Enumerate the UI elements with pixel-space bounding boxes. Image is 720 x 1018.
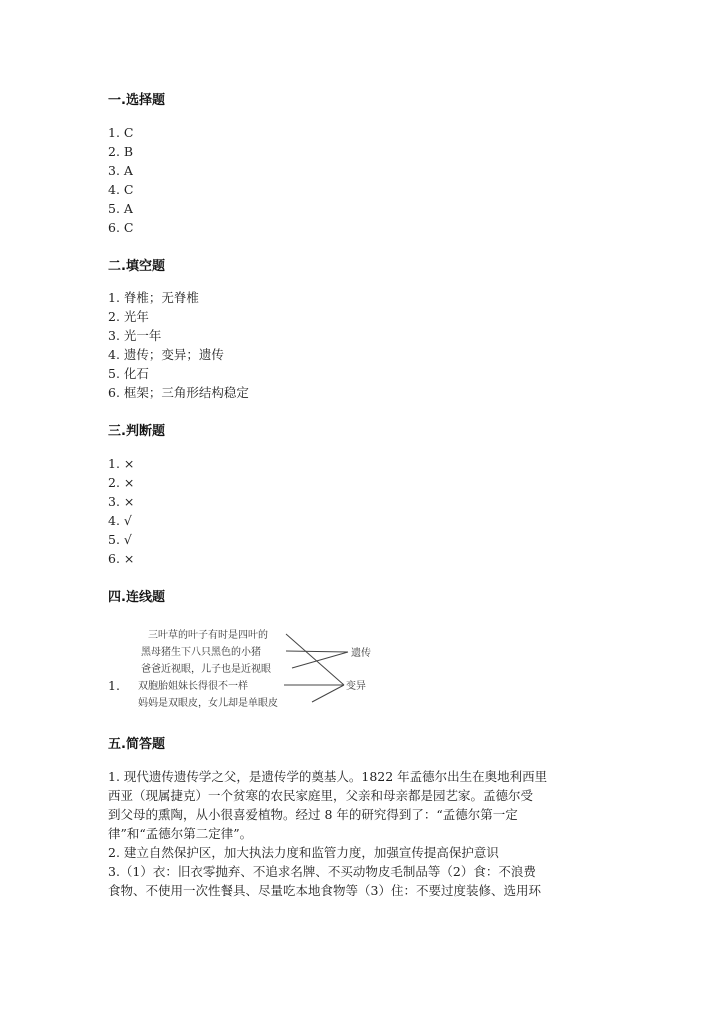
list-item: 5. A bbox=[108, 201, 133, 216]
list-item: 3. A bbox=[108, 163, 133, 178]
list-item: 6. C bbox=[108, 220, 134, 235]
connection-lines bbox=[284, 634, 348, 702]
list-item: 5. 化石 bbox=[108, 366, 149, 381]
list-item: 2. × bbox=[108, 475, 135, 490]
text-line: 2. 建立自然保护区，加大执法力度和监管力度，加强宣传提高保护意识 bbox=[108, 845, 499, 860]
choice-answers bbox=[108, 123, 133, 237]
left-item-3: 双胞胎姐妹长得很不一样 bbox=[138, 681, 248, 692]
list-item: 1. 脊椎；无脊椎 bbox=[108, 290, 199, 305]
connection-line-1 bbox=[286, 651, 348, 652]
list-item: 5. √ bbox=[108, 532, 132, 547]
connection-line-4 bbox=[312, 685, 344, 702]
text-line: 律”和“孟德尔第二定律”。 bbox=[108, 826, 253, 841]
list-item: 3. 光一年 bbox=[108, 328, 162, 343]
text-line: 食物、不使用一次性餐具、尽量吃本地食物等（3）住：不要过度装修、选用环 bbox=[108, 883, 541, 898]
list-item: 4. C bbox=[108, 182, 134, 197]
section-title-fill: 二.填空题 bbox=[108, 259, 165, 274]
list-item: 2. 光年 bbox=[108, 309, 149, 324]
matching-number: 1. bbox=[108, 678, 120, 693]
text-line: 到父母的熏陶，从小很喜爱植物。经过 8 年的研究得到了：“孟德尔第一定 bbox=[108, 807, 518, 822]
connection-line-0 bbox=[286, 634, 344, 685]
judge-answers bbox=[108, 454, 134, 568]
text-line: 1. 现代遗传遗传学之父，是遗传学的奠基人。1822 年孟德尔出生在奥地利西里 bbox=[108, 769, 548, 784]
text-line: 3.（1）衣：旧衣零抛弃、不追求名牌、不买动物皮毛制品等（2）食：不浪费 bbox=[108, 864, 536, 879]
list-item: 4. 遗传；变异；遗传 bbox=[108, 347, 224, 362]
list-item: 1. × bbox=[108, 456, 135, 471]
section-title-short: 五.简答题 bbox=[108, 737, 165, 752]
section-title-matching: 四.连线题 bbox=[108, 590, 165, 605]
right-item-1: 变异 bbox=[346, 681, 366, 692]
list-item: 4. √ bbox=[108, 513, 132, 528]
list-item: 3. × bbox=[108, 494, 135, 509]
left-item-0: 三叶草的叶子有时是四叶的 bbox=[148, 630, 268, 641]
text-line: 西亚（现属捷克）一个贫寒的农民家庭里，父亲和母亲都是园艺家。孟德尔受 bbox=[108, 788, 534, 803]
left-item-1: 黑母猪生下八只黑色的小猪 bbox=[141, 647, 261, 658]
connection-line-2 bbox=[292, 652, 348, 668]
section-title-judge: 三.判断题 bbox=[108, 424, 165, 439]
list-item: 6. × bbox=[108, 551, 135, 566]
left-item-4: 妈妈是双眼皮，女儿却是单眼皮 bbox=[138, 698, 278, 709]
list-item: 6. 框架；三角形结构稳定 bbox=[108, 385, 249, 400]
list-item: 1. C bbox=[108, 125, 134, 140]
fill-answers bbox=[108, 288, 249, 402]
left-item-2: 爸爸近视眼，儿子也是近视眼 bbox=[141, 664, 271, 675]
list-item: 2. B bbox=[108, 144, 134, 159]
short-answers bbox=[108, 767, 613, 900]
right-item-0: 遗传 bbox=[351, 648, 371, 659]
section-title-choice: 一.选择题 bbox=[108, 93, 165, 108]
matching-diagram bbox=[108, 622, 408, 712]
matching-figure bbox=[108, 622, 408, 712]
